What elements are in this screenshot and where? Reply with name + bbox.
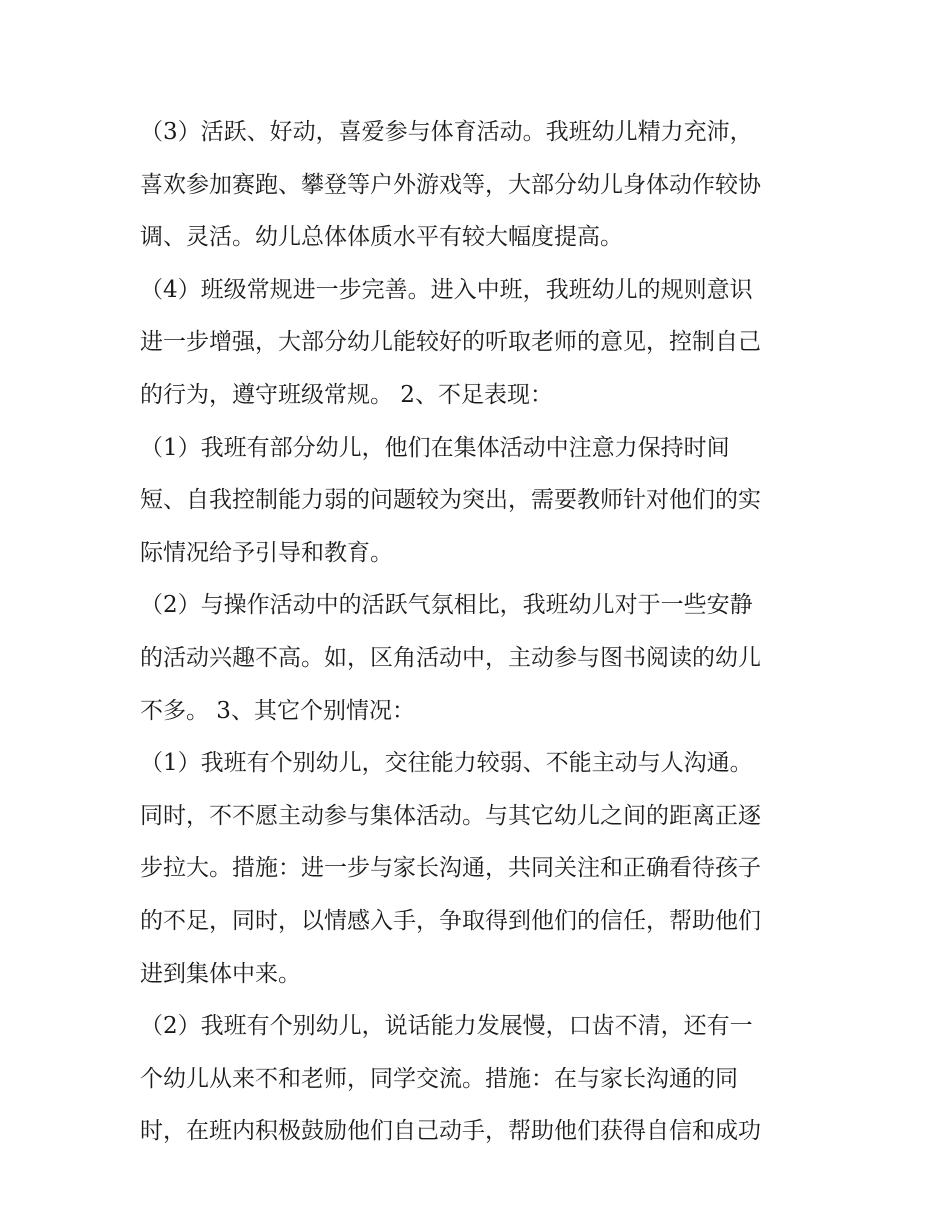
body-text — [140, 106, 830, 1158]
text-line: 际情况给予引导和教育。 — [140, 539, 393, 566]
text-line: 不多。 3、其它个别情况： — [140, 697, 415, 724]
text-line: 的活动兴趣不高。如，区角活动中，主动参与图书阅读的幼儿 — [140, 644, 761, 671]
text-line: （4）班级常规进一步完善。进入中班，我班幼儿的规则意识 — [140, 276, 753, 303]
text-line: 时，在班内积极鼓励他们自己动手，帮助他们获得自信和成功 — [140, 1118, 761, 1145]
text-line: 同时，不不愿主动参与集体活动。与其它幼儿之间的距离正逐 — [140, 802, 761, 829]
text-line: 喜欢参加赛跑、攀登等户外游戏等，大部分幼儿身体动作较协 — [140, 171, 761, 198]
text-line: 的行为，遵守班级常规。 2、不足表现： — [140, 381, 553, 408]
text-line: （2）与操作活动中的活跃气氛相比，我班幼儿对于一些安静 — [140, 592, 753, 619]
text-line: （1）我班有个别幼儿，交往能力较弱、不能主动与人沟通。 — [140, 750, 753, 777]
text-line: 个幼儿从来不和老师，同学交流。措施：在与家长沟通的同 — [140, 1065, 738, 1092]
text-line: （3）活跃、好动，喜爱参与体育活动。我班幼儿精力充沛， — [140, 119, 753, 145]
text-line: 进一步增强，大部分幼儿能较好的听取老师的意见，控制自己 — [140, 329, 761, 356]
text-line: （1）我班有部分幼儿，他们在集体活动中注意力保持时间 — [140, 434, 730, 461]
text-line: （2）我班有个别幼儿，说话能力发展慢，口齿不清，还有一 — [140, 1013, 753, 1040]
text-line: 步拉大。措施：进一步与家长沟通，共同关注和正确看待孩子 — [140, 855, 761, 882]
text-line: 的不足，同时，以情感入手，争取得到他们的信任，帮助他们 — [140, 907, 761, 934]
text-line: 调、灵活。幼儿总体体质水平有较大幅度提高。 — [140, 224, 623, 251]
text-line: 进到集体中来。 — [140, 960, 301, 987]
text-line: 短、自我控制能力弱的问题较为突出，需要教师针对他们的实 — [140, 487, 761, 514]
